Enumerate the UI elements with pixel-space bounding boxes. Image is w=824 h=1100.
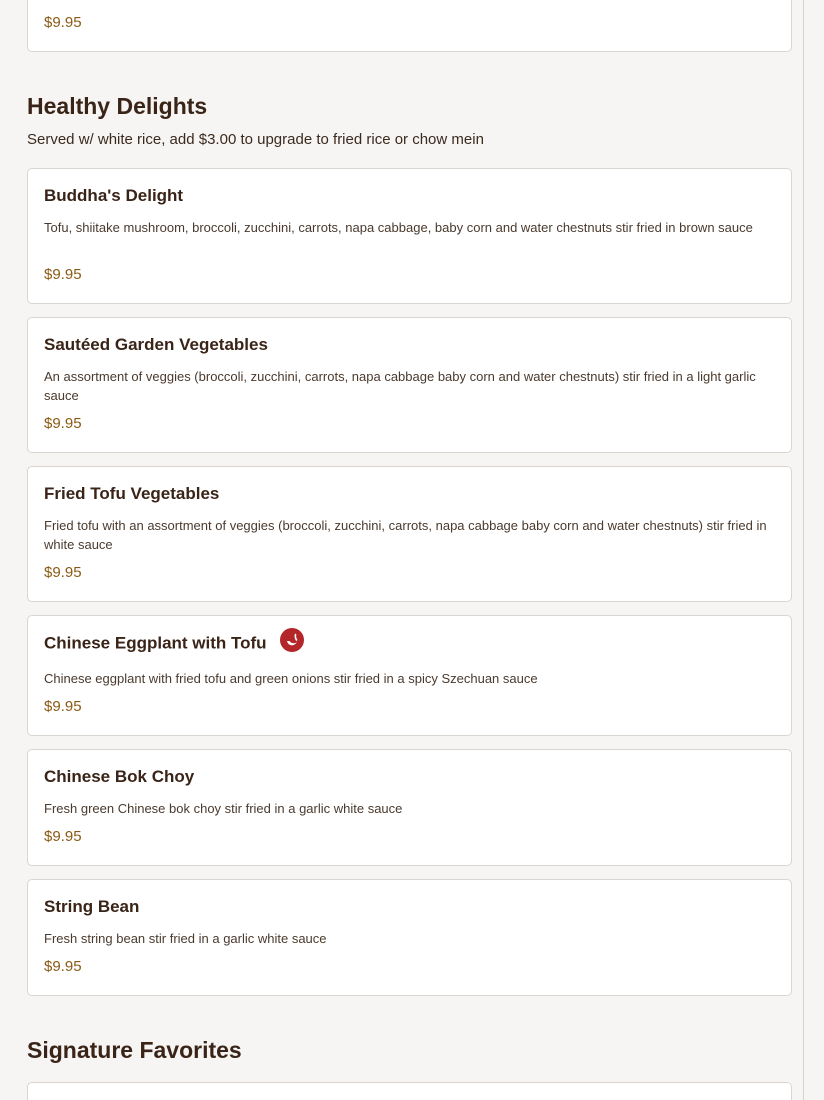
item-price: $9.95	[44, 14, 82, 31]
item-name: String Bean	[44, 897, 140, 916]
item-description: An assortment of veggies (broccoli, zucchini, carrots, napa cabbage baby corn and water chestnuts) stir fried in a light garlic sauce	[44, 369, 756, 403]
item-price: $9.95	[44, 698, 82, 715]
item-name: Chinese Eggplant with Tofu	[44, 633, 267, 653]
item-name-row	[44, 631, 304, 657]
item-price: $9.95	[44, 266, 82, 283]
menu-item-card[interactable]	[27, 466, 792, 602]
item-price: $9.95	[44, 958, 82, 975]
section-subtitle: Served w/ white rice, add $3.00 to upgrade to fried rice or chow mein	[27, 131, 484, 148]
item-name: Buddha's Delight	[44, 186, 184, 205]
item-name: Fried Tofu Vegetables	[44, 484, 220, 503]
item-price: $9.95	[44, 828, 82, 845]
item-description: Fried tofu with an assortment of veggies (broccoli, zucchini, carrots, napa cabbage baby corn and water chestnuts) stir fried in white sauce	[44, 518, 767, 552]
menu-item-card[interactable]	[27, 615, 792, 736]
item-description: Tofu, shiitake mushroom, broccoli, zucchini, carrots, napa cabbage, baby corn and water chestnuts stir fried in brown sauce	[44, 220, 753, 235]
menu-item-card-next[interactable]	[27, 1082, 792, 1100]
spicy-pepper-icon	[280, 628, 304, 657]
item-name: Chinese Bok Choy	[44, 767, 195, 786]
item-description: Fresh green Chinese bok choy stir fried in a garlic white sauce	[44, 801, 403, 816]
menu-item-card[interactable]	[27, 317, 792, 453]
item-price: $9.95	[44, 415, 82, 432]
section-title-signature-favorites: Signature Favorites	[27, 1037, 242, 1063]
item-description: Chinese eggplant with fried tofu and green onions stir fried in a spicy Szechuan sauce	[44, 671, 538, 686]
item-price: $9.95	[44, 564, 82, 581]
menu-item-card[interactable]	[27, 879, 792, 996]
item-description: Fresh string bean stir fried in a garlic white sauce	[44, 931, 327, 946]
item-name: Sautéed Garden Vegetables	[44, 335, 268, 354]
menu-item-card-previous[interactable]	[27, 0, 792, 52]
menu-item-card[interactable]	[27, 168, 792, 304]
content-right-edge	[803, 0, 804, 1100]
section-title-healthy-delights: Healthy Delights	[27, 93, 208, 119]
menu-item-card[interactable]	[27, 749, 792, 866]
